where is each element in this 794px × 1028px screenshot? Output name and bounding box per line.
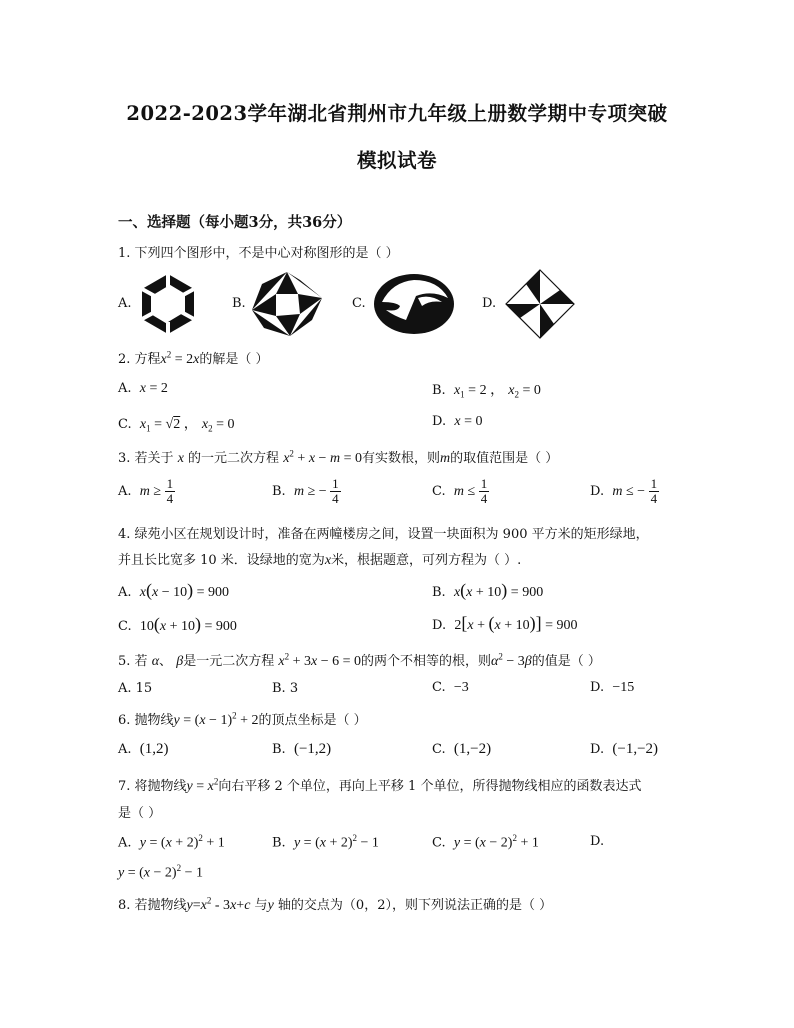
- q1-label-c[interactable]: C.: [352, 296, 366, 311]
- q6-option-d[interactable]: D. (−1,−2): [590, 741, 659, 757]
- q7-prefix: 7. 将抛物线: [118, 779, 187, 794]
- q5-prefix: 5. 若: [118, 654, 148, 669]
- q5-mid3: 的两个不相等的根，则: [360, 654, 491, 669]
- q5-option-d[interactable]: D. −15: [590, 680, 635, 695]
- q7-option-c-label: C.: [432, 835, 446, 851]
- q2-option-d-label: D.: [432, 414, 447, 429]
- question-1-stem: 1. 下列四个图形中，不是中心对称图形的是（ ）: [118, 246, 399, 261]
- question-4-line2: 并且长比宽多 10 米．设绿地的宽为x米，根据题意，可列方程为（ ）.: [118, 553, 522, 568]
- q4-option-d[interactable]: D. 2[x + (x + 10)] = 900: [432, 613, 578, 633]
- page-subtitle: 模拟试卷: [356, 149, 437, 172]
- q5-option-d-label: D.: [590, 680, 605, 695]
- question-7-line2: 是（ ）: [118, 806, 162, 821]
- q3-option-c-label: C.: [432, 484, 446, 499]
- diamond-propeller-figure: [504, 268, 576, 340]
- q3-option-b[interactable]: B. m ≥ − $\frac{1}{4}$: [272, 476, 339, 506]
- q2-option-b-label: B.: [432, 383, 446, 398]
- oval-logo-figure: [372, 272, 456, 336]
- q1-label-d[interactable]: D.: [482, 296, 497, 311]
- q6-option-b[interactable]: B. (−1,2): [272, 741, 332, 757]
- q6-option-c[interactable]: C. (1,−2): [432, 741, 492, 757]
- question-7-line1: 7. 将抛物线$y = x^2$向右平移 2 个单位，再向上平移 1 个单位，所得抛物线相应的函数表达式: [118, 776, 642, 794]
- hexagon-spiral-figure: [134, 270, 202, 338]
- q6-option-c-label: C.: [432, 742, 446, 757]
- q4-line2a: 并且长比宽多 10 米．设绿地的宽为: [118, 553, 325, 568]
- q7-option-d[interactable]: $y = (x - 2)^2 - 1$: [118, 863, 203, 881]
- q2-option-c[interactable]: C. $x_1 = √2$ ， $x_2 = 0$: [118, 417, 235, 434]
- question-8-stem: 8. 若抛物线$y=x^2 - 3x+c$ 与y 轴的交点为（0，2），则下列说法正确的是（ ）: [118, 895, 553, 913]
- q3-suffix: 的取值范围是（ ）: [450, 451, 559, 466]
- q6-option-a-label: A.: [118, 742, 132, 757]
- q3-prefix: 3. 若关于: [118, 451, 174, 466]
- q7-option-b[interactable]: B. $y = (x + 2)^2 - 1$: [272, 833, 379, 851]
- q3-option-a-label: A.: [118, 484, 132, 499]
- q4-line2b: 米，根据题意，可列方程为（ ）.: [331, 553, 522, 568]
- q5-suffix: 的值是（ ）: [531, 654, 601, 669]
- q3-option-d[interactable]: D. m ≤ − $\frac{1}{4}$: [590, 476, 658, 506]
- section-heading: 一、选择题（每小题3分，共36分）: [118, 214, 352, 231]
- q7-option-c[interactable]: C. $y = (x - 2)^2 + 1$: [432, 833, 539, 851]
- q4-option-a-label: A.: [118, 585, 132, 600]
- q5-option-a[interactable]: A. 15: [118, 681, 153, 696]
- q4-option-d-label: D.: [432, 618, 447, 633]
- q6-suffix: 的顶点坐标是（ ）: [258, 713, 367, 728]
- q2-option-c-label: C.: [118, 417, 132, 432]
- q6-prefix: 6. 抛物线: [118, 713, 174, 728]
- q3-option-c[interactable]: C. m ≤ $\frac{1}{4}$: [432, 476, 488, 506]
- q1-label-a[interactable]: A.: [118, 296, 132, 311]
- page-title: 2022-2023学年湖北省荆州市九年级上册数学期中专项突破: [126, 102, 668, 125]
- q4-option-b-label: B.: [432, 585, 446, 600]
- q5-option-b[interactable]: B. 3: [272, 681, 299, 696]
- question-6-stem: 6. 抛物线$y = (x - 1)^2 + 2$的顶点坐标是（ ）: [118, 710, 367, 728]
- q2-option-b[interactable]: B. $x_1 = 2$ ， $x_2 = 0$: [432, 383, 541, 400]
- q3-mid1: 的一元二次方程: [188, 451, 280, 466]
- q7-option-a-label: A.: [118, 835, 132, 851]
- q7-option-d-label[interactable]: D.: [590, 834, 605, 849]
- q3-option-a[interactable]: A. m ≥ $\frac{1}{4}$: [118, 476, 174, 506]
- q3-option-b-label: B.: [272, 484, 286, 499]
- q5-option-c-label: C.: [432, 680, 446, 695]
- q4-option-c[interactable]: C. 10(x + 10) = 900: [118, 614, 237, 634]
- q2-option-d[interactable]: D. x = 0: [432, 414, 483, 429]
- q3-mid2: 有实数根，则: [361, 451, 440, 466]
- q7-option-a[interactable]: A. $y = (x + 2)^2 + 1$: [118, 833, 225, 851]
- q7-mid: 向右平移 2 个单位，再向上平移 1 个单位，所得抛物线相应的函数表达式: [218, 779, 642, 794]
- question-4-line1: 4. 绿苑小区在规划设计时，准备在两幢楼房之间，设置一块面积为 900 平方米的矩形绿地，: [118, 527, 649, 542]
- q8-suffix: 与: [254, 898, 268, 913]
- q4-option-c-label: C.: [118, 619, 132, 634]
- q8-suffix2: 轴的交点为（0，2），则下列说法正确的是（ ）: [277, 898, 553, 913]
- q2-suffix: 的解是（ ）: [199, 352, 269, 367]
- q2-option-a-label: A.: [118, 381, 132, 396]
- q4-option-a[interactable]: A. x(x − 10) = 900: [118, 580, 230, 600]
- q2-option-a[interactable]: A. x = 2: [118, 381, 168, 396]
- question-5-stem: 5. 若 α、 β是一元二次方程 $x^2 + 3x - 6 = 0$的两个不相等的根，则$\alpha^2 - 3\beta$的值是（ ）: [118, 651, 601, 669]
- q6-option-b-label: B.: [272, 742, 286, 757]
- q5-mid2: 是一元二次方程: [183, 654, 275, 669]
- q4-option-b[interactable]: B. x(x + 10) = 900: [432, 580, 544, 600]
- q2-prefix: 2. 方程: [118, 352, 161, 367]
- q3-option-d-label: D.: [590, 484, 605, 499]
- q7-option-b-label: B.: [272, 835, 286, 851]
- q5-option-c[interactable]: C. −3: [432, 680, 469, 695]
- q5-mid1: 、: [159, 654, 173, 669]
- q6-option-d-label: D.: [590, 742, 605, 757]
- q8-prefix: 8. 若抛物线: [118, 898, 187, 913]
- pinwheel-square-figure: [250, 270, 324, 338]
- q6-option-a[interactable]: A. (1,2): [118, 741, 169, 757]
- q1-label-b[interactable]: B.: [232, 296, 246, 311]
- question-2-stem: 2. 方程$x^2 = 2x$的解是（ ）: [118, 349, 269, 367]
- question-3-stem: 3. 若关于 x 的一元二次方程 $x^2 + x - m = 0$有实数根，则m的取值范围是（ ）: [118, 448, 559, 466]
